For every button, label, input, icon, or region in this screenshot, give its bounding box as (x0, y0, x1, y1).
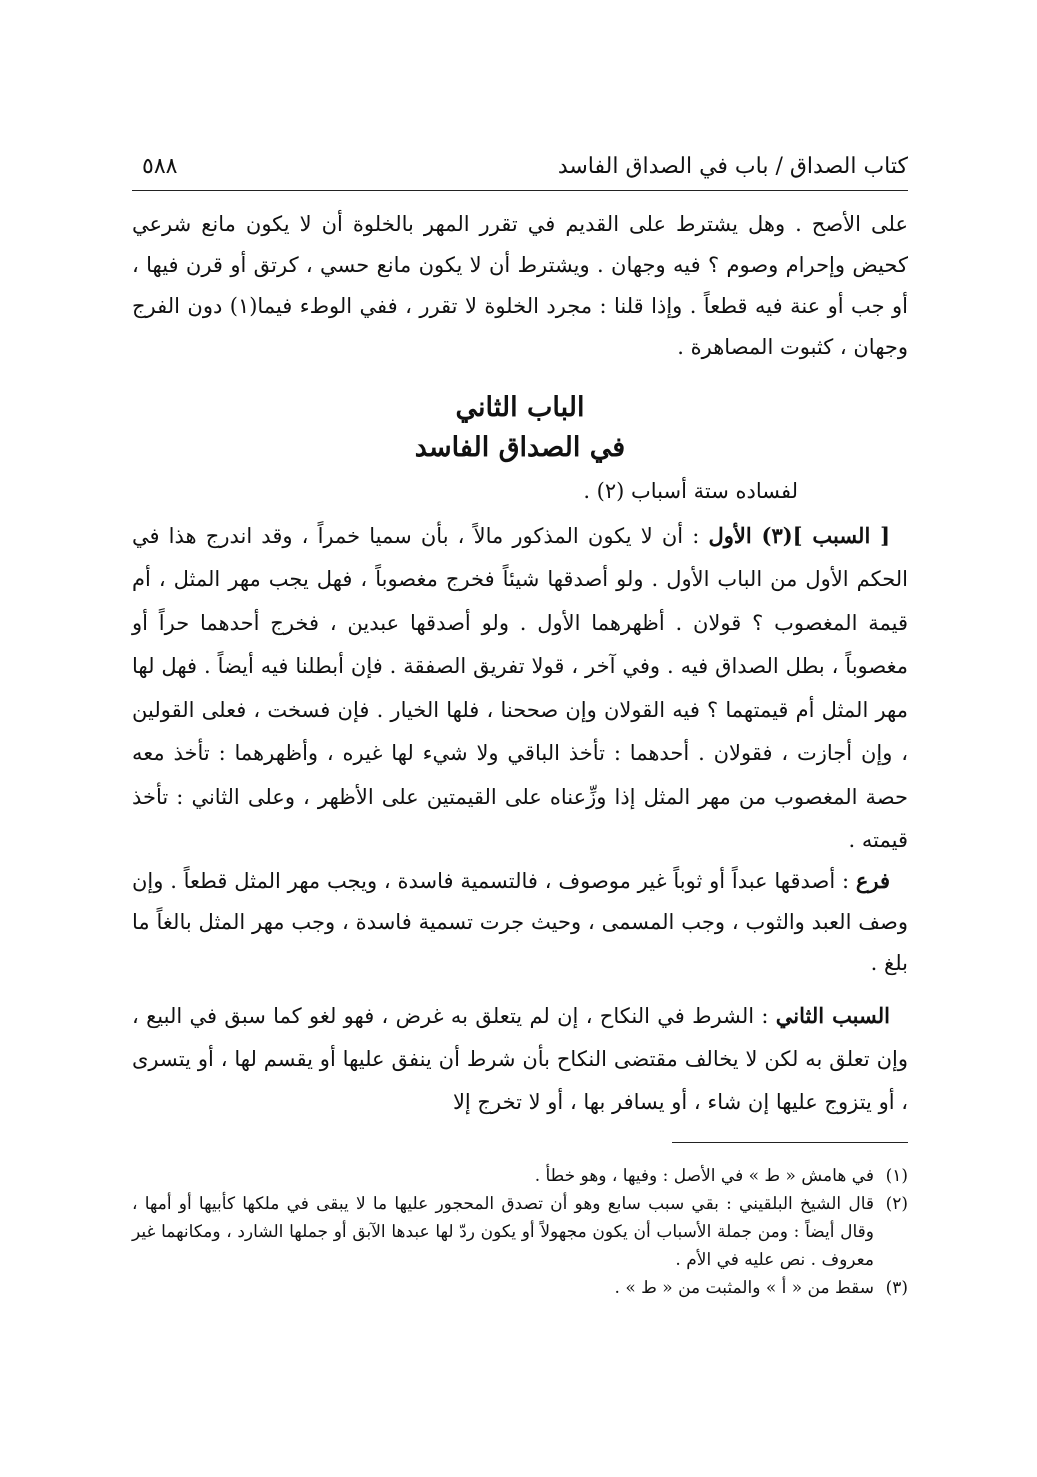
page-number: ٥٨٨ (142, 154, 178, 179)
second-cause-label: السبب الثاني (775, 1003, 890, 1028)
header-title: كتاب الصداق / باب في الصداق الفاسد (557, 154, 908, 179)
footnote (132, 1274, 908, 1302)
chapter-subtitle: في الصداق الفاسد (414, 432, 626, 463)
chapter-title: الباب الثاني (455, 392, 585, 423)
footnote-rule (672, 1142, 908, 1143)
header-rule (132, 190, 908, 191)
first-cause-label: [ السبب ](٣) الأول (708, 522, 891, 548)
first-cause-paragraph (132, 514, 908, 863)
intro-paragraph (132, 204, 908, 368)
section-first-cause (132, 470, 908, 863)
far-text: : أصدقها عبداً أو ثوباً غير موصوف ، فالتسمية فاسدة ، ويجب مهر المثل قطعاً . وإن وصف العبد والثوب ، وجب المسمى ، وحيث جرت تسمية فاسدة ، وجب مهر المثل بالغاً ما بلغ . (132, 869, 908, 975)
footnote-text: سقط من « أ » والمثبت من « ط » . (614, 1278, 874, 1298)
footnote-text: قال الشيخ البلقيني : بقي سبب سابع وهو أن تصدق المحجور عليها ما لا يبقى في ملكها كأبيها أو أمها ، وقال أيضاً : ومن جملة الأسباب أن يكون مجهولاً أو يكون ردّ لها عبدها الآبق أو جملها الشارد ، ومكانهما غير معروف . نص عليه في الأم . (132, 1194, 874, 1270)
second-cause-text: : الشرط في النكاح ، إن لم يتعلق به غرض ، فهو لغو كما سبق في البيع ، وإن تعلق به لكن لا يخالف مقتضى النكاح بأن شرط أن ينفق عليها أو يقسم لها ، أو يتسرى ، أو يتزوج عليها إن شاء ، أو يسافر بها ، أو لا تخرج إلا (132, 1004, 908, 1114)
footnote (132, 1162, 908, 1190)
footnote-number: (٢) (885, 1194, 908, 1214)
running-header (132, 150, 908, 194)
footnote-text: في هامش « ط » في الأصل : وفيها ، وهو خطأ . (534, 1166, 874, 1186)
section-second-cause (132, 994, 908, 1124)
footnotes (132, 1162, 908, 1302)
intro-text: على الأصح . وهل يشترط على القديم في تقرر المهر بالخلوة أن لا يكون مانع شرعي كحيض وإحرام وصوم ؟ فيه وجهان . ويشترط أن لا يكون مانع حسي ، كرتق أو قرن فيها ، أو جب أو عنة فيه قطعاً . وإذا قلنا : مجرد الخلوة لا تقرر ، ففي الوطء فيما(١) دون الفرج وجهان ، كثبوت المصاهرة . (132, 212, 908, 359)
chapter-heading (132, 388, 908, 468)
causes-opening: لفساده ستة أسباب (٢) . (583, 479, 798, 503)
footnote-number: (٣) (885, 1278, 908, 1298)
footnote-number: (١) (885, 1166, 908, 1186)
first-cause-text: : أن لا يكون المذكور مالاً ، بأن سميا خمراً ، وقد اندرج هذا في الحكم الأول من الباب الأول . ولو أصدقها شيئاً فخرج مغصوباً ، فهل يجب مهر المثل ، أم قيمة المغصوب ؟ قولان . أظهرهما الأول . ولو أصدقها عبدين ، فخرج أحدهما حراً أو مغصوباً ، بطل الصداق فيه . وفي آخر ، قولا تفريق الصفقة . فإن أبطلنا فيه أيضاً . فهل لها مهر المثل أم قيمتهما ؟ فيه القولان وإن صححنا ، فلها الخيار . فإن فسخت ، فعلى القولين ، وإن أجازت ، فقولان . أحدهما : تأخذ الباقي ولا شيء لها غيره ، وأظهرهما : تأخذ معه حصة المغصوب من مهر المثل إذا وزِّعناه على القيمتين على الأظهر ، وعلى الثاني : تأخذ قيمته . (132, 523, 908, 852)
footnote (132, 1190, 908, 1274)
far-label: فرع (855, 868, 890, 893)
far-paragraph (132, 860, 908, 984)
